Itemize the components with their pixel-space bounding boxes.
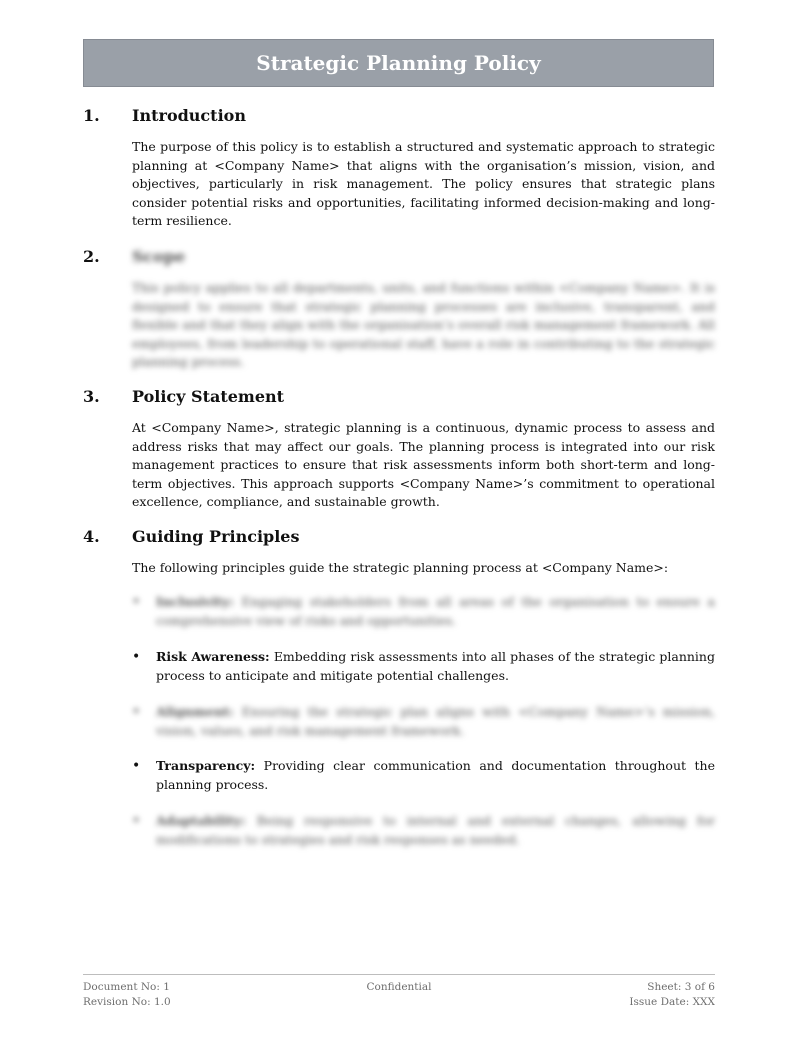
section-title: Guiding Principles — [132, 527, 300, 546]
section-scope — [83, 247, 715, 372]
bullet-icon: • — [132, 649, 141, 665]
document-number: Document No: 1 — [83, 981, 170, 993]
section-number: 4. — [83, 527, 100, 546]
section-body: This policy applies to all departments, units, and functions within <Company Name>. It is designed to ensure that strategic planning processes are inclusive, transparent, and flexible and that they align with the organisation’s overall risk management framework. All employees, from leadership to operational staff, have a role in contributing to the strategic planning process. — [132, 280, 715, 369]
list-item — [132, 648, 715, 685]
bullet-icon: • — [132, 704, 141, 720]
list-item — [132, 812, 715, 849]
section-body: At <Company Name>, strategic planning is a continuous, dynamic process to assess and address risks that may affect our goals. The planning process is integrated into our risk management practices to ensure that risk assessments inform both short-term and long-term objectives. This approach supports <Company Name>’s commitment to operational excellence, compliance, and sustainable growth. — [132, 420, 715, 509]
section-number: 3. — [83, 387, 100, 406]
title-banner — [83, 39, 714, 87]
page-title: Strategic Planning Policy — [256, 51, 541, 75]
section-intro: The following principles guide the strategic planning process at <Company Name>: — [132, 560, 669, 575]
bullet-term: Risk Awareness: — [156, 649, 270, 664]
section-number: 1. — [83, 106, 100, 125]
section-title: Introduction — [132, 106, 246, 125]
bullet-term: Inclusivity: — [156, 594, 234, 609]
bullet-desc: Providing clear communication and documentation throughout the planning process. — [156, 758, 715, 792]
bullet-desc: Embedding risk assessments into all phases of the strategic planning process to anticipate and mitigate potential challenges. — [156, 649, 715, 683]
list-item — [132, 593, 715, 630]
bullet-term: Adaptability: — [156, 813, 246, 828]
section-introduction — [83, 106, 715, 231]
bullet-desc: Being responsive to internal and external changes, allowing for modifications to strategies and risk responses as needed. — [156, 813, 715, 847]
section-title: Policy Statement — [132, 387, 285, 406]
bullet-icon: • — [132, 813, 141, 829]
bullet-icon: • — [132, 594, 141, 610]
classification-label: Confidential — [366, 981, 432, 993]
section-title: Scope — [132, 247, 186, 266]
bullet-desc: Engaging stakeholders from all areas of the organisation to ensure a comprehensive view of risks and opportunities. — [156, 594, 716, 628]
bullet-term: Transparency: — [156, 758, 256, 773]
list-item — [132, 757, 715, 794]
bullet-icon: • — [132, 758, 141, 774]
footer-divider — [83, 974, 715, 975]
bullet-term: Alignment: — [156, 704, 234, 719]
list-item — [132, 703, 715, 740]
issue-date: Issue Date: XXX — [629, 996, 715, 1008]
section-policy-statement — [83, 387, 715, 512]
sheet-number: Sheet: 3 of 6 — [647, 981, 715, 993]
section-body: The purpose of this policy is to establish a structured and systematic approach to strategic planning at <Company Name> that aligns with the organisation’s mission, vision, and objectives, particularly in risk management. The policy ensures that strategic plans consider potential risks and opportunities, facilitating informed decision-making and long-term resilience. — [132, 139, 715, 228]
bullet-desc: Ensuring the strategic plan aligns with <Company Name>’s mission, vision, values, and risk management framework. — [156, 704, 715, 738]
revision-number: Revision No: 1.0 — [83, 996, 171, 1008]
section-guiding-principles — [83, 527, 715, 857]
section-number: 2. — [83, 247, 100, 266]
